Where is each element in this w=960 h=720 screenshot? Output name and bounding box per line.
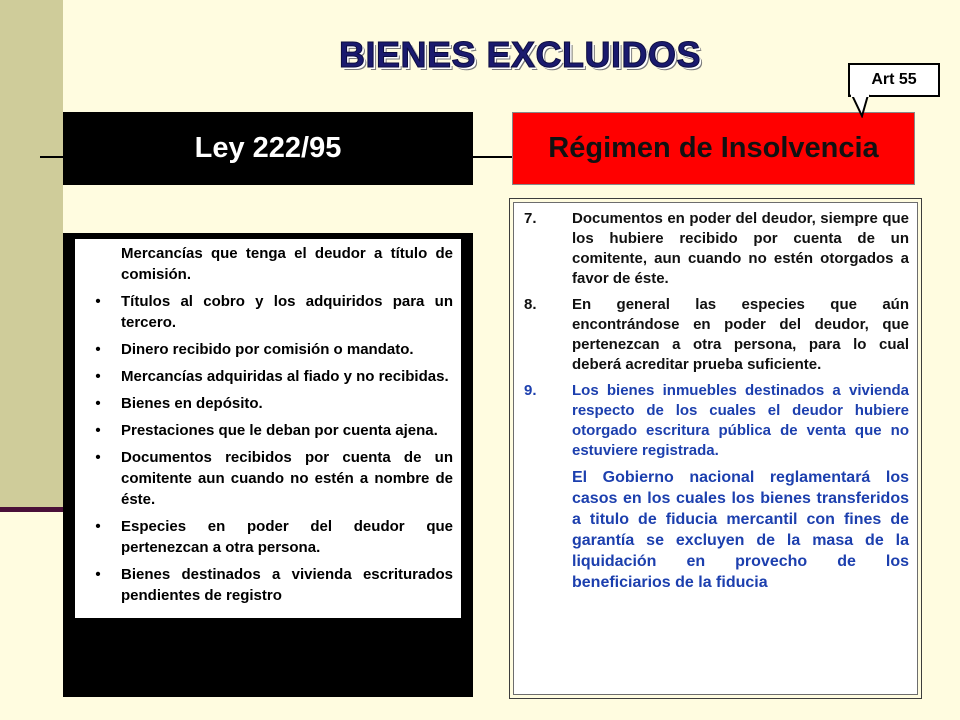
list-item — [524, 209, 909, 289]
connector-left — [40, 156, 64, 158]
list-item — [75, 447, 453, 510]
list-item-text: Bienes destinados a vivienda escriturados pendientes de registro — [121, 566, 453, 604]
list-item — [524, 295, 909, 375]
header-regimen-insolvencia: Régimen de Insolvencia — [512, 112, 915, 185]
list-item-text: Documentos recibidos por cuenta de un comitente aun cuando no estén a nombre de éste. — [121, 449, 453, 508]
list-item — [75, 366, 453, 387]
insolvencia-list — [524, 209, 909, 461]
list-item — [75, 564, 453, 606]
list-item-text: Títulos al cobro y los adquiridos para un tercero. — [121, 293, 453, 331]
ley-222-list — [75, 239, 461, 618]
list-item — [75, 393, 453, 414]
bullet-icon: • — [95, 449, 101, 466]
gobierno-note: El Gobierno nacional reglamentará los casos en los cuales los bienes transferidos a titulo de fiducia mercantil con fines de garantía se excluyen de la masa de la liquidación en provecho de los beneficiarios de la fiducia — [572, 469, 909, 591]
callout-art-55: Art 55 — [848, 63, 940, 97]
bullet-icon: • — [95, 368, 101, 385]
list-item-text: Mercancías adquiridas al fiado y no recibidas. — [121, 368, 449, 385]
bullet-icon — [75, 243, 121, 285]
list-item-text: Dinero recibido por comisión o mandato. — [121, 341, 414, 358]
callout-pointer-icon — [840, 94, 880, 118]
bullet-icon: • — [95, 341, 101, 358]
bullet-icon: • — [95, 395, 101, 412]
item-number: 7. — [524, 210, 537, 227]
bullet-icon: • — [95, 422, 101, 439]
bullet-icon: • — [95, 566, 101, 583]
insolvencia-panel — [509, 198, 922, 699]
header-ley-222: Ley 222/95 — [63, 112, 473, 185]
list-item-text: Los bienes inmuebles destinados a vivienda respecto de los cuales el deudor hubiere otorgado escritura pública de venta que no estuviere registrada. — [572, 382, 909, 459]
bullet-icon: • — [95, 293, 101, 310]
side-divider-line — [0, 507, 63, 512]
slide-title: BIENES EXCLUIDOS — [338, 34, 702, 75]
bullet-icon: • — [95, 518, 101, 535]
list-item-text: Mercancías que tenga el deudor a título de comisión. — [121, 245, 453, 283]
ley-222-panel — [63, 233, 473, 697]
list-item — [75, 516, 453, 558]
list-item-text: Especies en poder del deudor que pertenezcan a otra persona. — [121, 518, 453, 556]
item-number: 9. — [524, 382, 537, 399]
insolvencia-content — [513, 202, 918, 695]
list-item — [75, 243, 453, 285]
list-item — [75, 420, 453, 441]
list-item-text: Prestaciones que le deban por cuenta ajena. — [121, 422, 438, 439]
list-item-text: Documentos en poder del deudor, siempre que los hubiere recibido por cuenta de un comitente, aun cuando no estén otorgados a favor de éste. — [572, 210, 909, 287]
list-item-text: Bienes en depósito. — [121, 395, 263, 412]
connector-middle — [473, 156, 512, 158]
side-band — [0, 0, 63, 510]
list-item — [75, 339, 453, 360]
list-item-text: En general las especies que aún encontrándose en poder del deudor, que pertenezcan a otra persona, para lo cual deberá acreditar prueba suficiente. — [572, 296, 909, 373]
item-number: 8. — [524, 296, 537, 313]
list-item — [75, 291, 453, 333]
list-item — [524, 381, 909, 461]
